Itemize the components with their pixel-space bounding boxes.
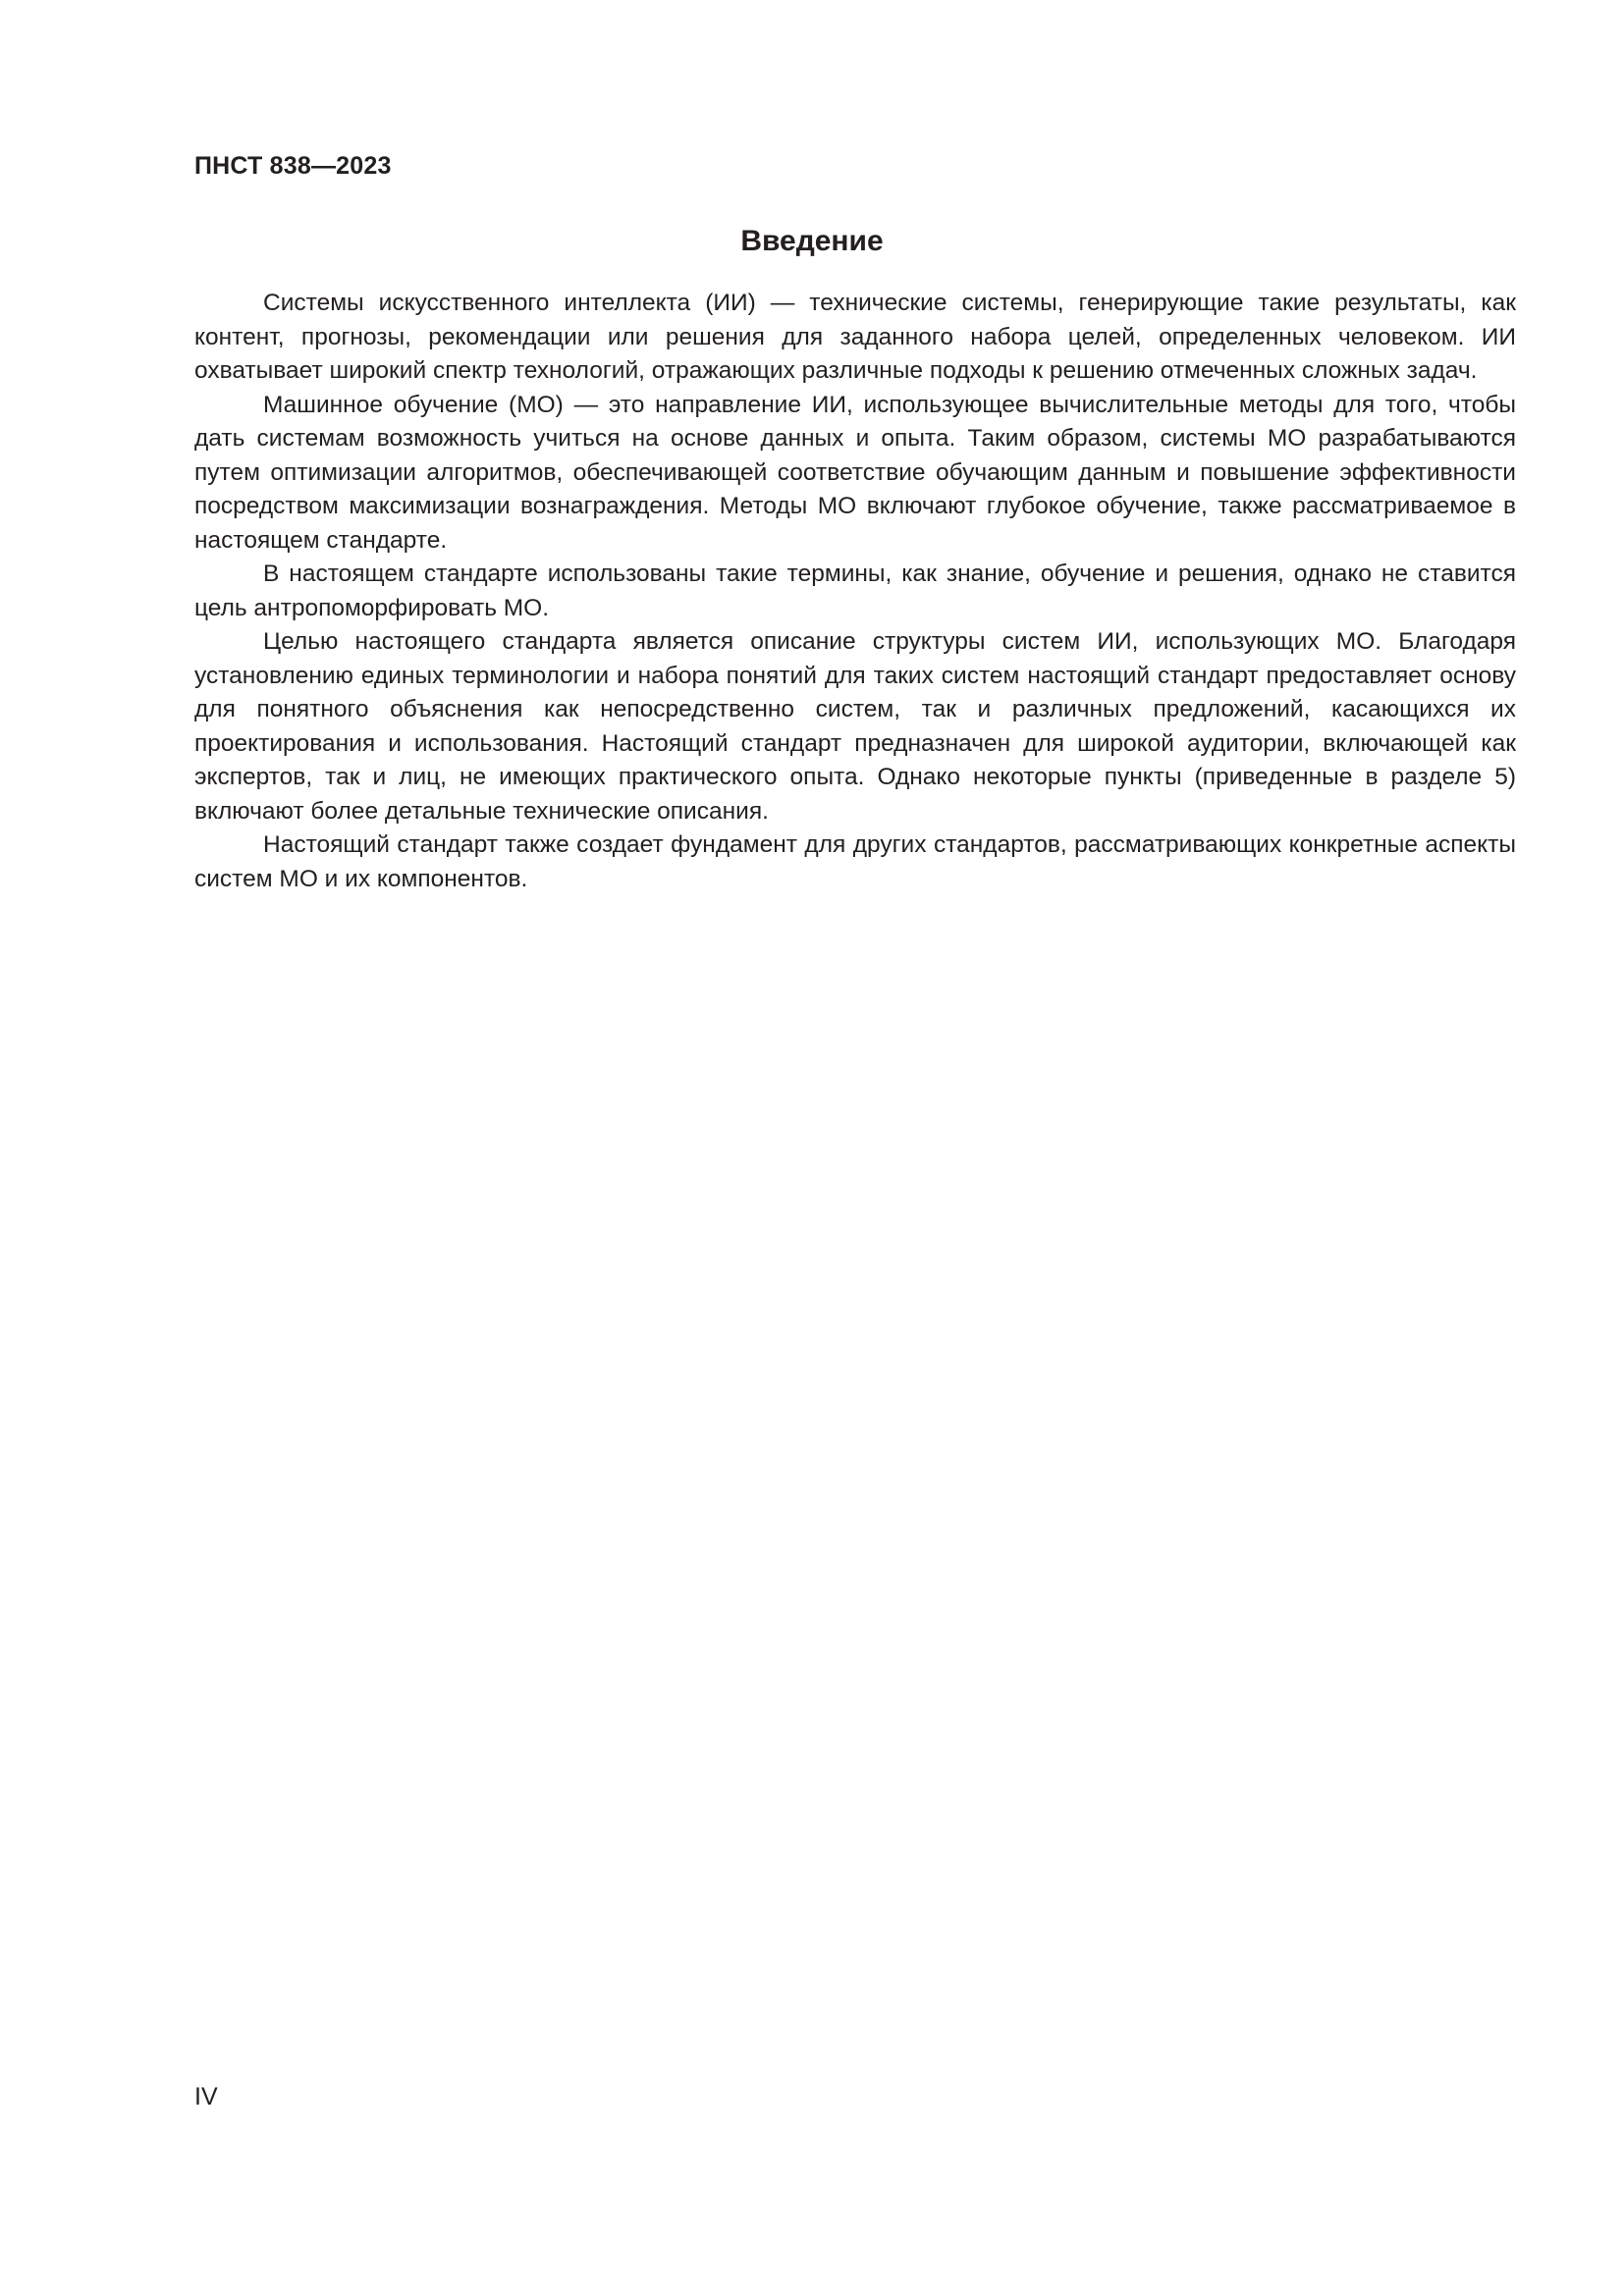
paragraph-purpose: Целью настоящего стандарта является описание структуры систем ИИ, использующих МО. Благодаря установлению единых терминологии и набора понятий для таких систем настоящий стандарт предоставляет основу для понятного объяснения как непосредственно систем, так и различных предложений, касающихся их проектирования и использования. Настоящий стандарт предназначен для широкой аудитории, включающей как экспертов, так и лиц, не имеющих практического опыта. Однако некоторые пункты (приведенные в разделе 5) включают более детальные технические описания.: [194, 628, 1516, 825]
paragraph-foundation: Настоящий стандарт также создает фундамент для других стандартов, рассматривающих конкретные аспекты систем МО и их компонентов.: [194, 831, 1516, 892]
paragraph-terminology-note: В настоящем стандарте использованы такие термины, как знание, обучение и решения, однако не ставится цель антропоморфировать МО.: [194, 561, 1516, 621]
paragraph-machine-learning: Машинное обучение (МО) — это направление ИИ, использующее вычислительные методы для того, чтобы дать системам возможность учиться на основе данных и опыта. Таким образом, системы МО разрабатываются путем оптимизации алгоритмов, обеспечивающей соответствие обучающим данным и повышение эффективности посредством максимизации вознаграждения. Методы МО включают глубокое обучение, также рассматриваемое в настоящем стандарте.: [194, 391, 1516, 554]
page-number: IV: [194, 2083, 218, 2110]
document-code: ПНСТ 838—2023: [194, 152, 392, 180]
paragraph-ai-systems: Системы искусственного интеллекта (ИИ) — технические системы, генерирующие такие результаты, как контент, прогнозы, рекомендации или решения для заданного набора целей, определенных человеком. ИИ охватывает широкий спектр технологий, отражающих различные подходы к решению отмеченных сложных задач.: [194, 290, 1516, 384]
section-title: Введение: [740, 225, 884, 257]
introduction-body: [194, 287, 1516, 896]
